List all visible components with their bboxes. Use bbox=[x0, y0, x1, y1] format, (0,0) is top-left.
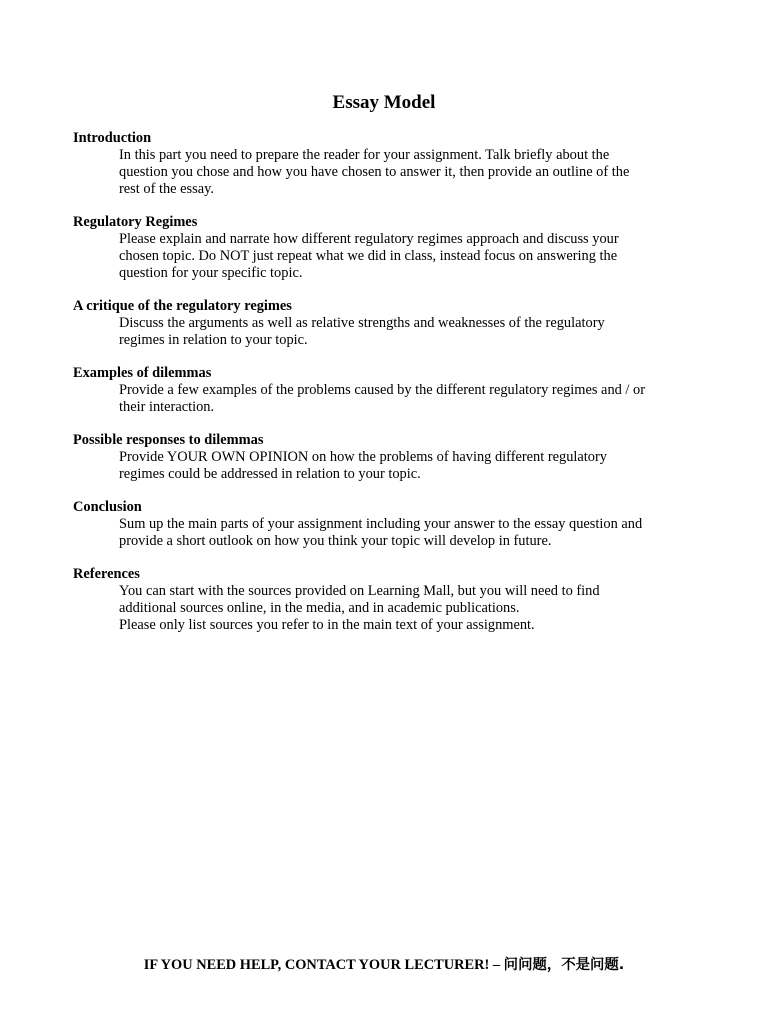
body-line: chosen topic. Do NOT just repeat what we did in class, instead focus on answering the bbox=[119, 248, 618, 264]
section-heading: Regulatory Regimes bbox=[73, 214, 198, 230]
section-heading: Conclusion bbox=[73, 499, 142, 515]
section-critique bbox=[73, 298, 703, 349]
body-line: Provide YOUR OWN OPINION on how the problems of having different regulatory bbox=[119, 449, 607, 465]
body-line: Please only list sources you refer to in the main text of your assignment. bbox=[119, 617, 535, 633]
body-line: rest of the essay. bbox=[119, 181, 214, 197]
section-regulatory-regimes bbox=[73, 214, 703, 282]
body-line: provide a short outlook on how you think your topic will develop in future. bbox=[119, 533, 552, 549]
footer-cjk-text: 问问题，不是问题. bbox=[503, 957, 625, 973]
body-line: You can start with the sources provided on Learning Mall, but you will need to find bbox=[119, 583, 600, 599]
body-line: In this part you need to prepare the reader for your assignment. Talk briefly about the bbox=[119, 147, 610, 163]
body-line: Sum up the main parts of your assignment including your answer to the essay question and bbox=[119, 516, 643, 532]
section-heading: Introduction bbox=[73, 130, 152, 146]
body-line: their interaction. bbox=[119, 399, 215, 415]
section-introduction bbox=[73, 130, 703, 198]
section-heading: A critique of the regulatory regimes bbox=[73, 298, 292, 314]
section-body bbox=[119, 449, 703, 483]
body-line: Please explain and narrate how different regulatory regimes approach and discuss your bbox=[119, 231, 619, 247]
section-list bbox=[73, 130, 703, 650]
section-body bbox=[119, 147, 703, 198]
body-line: regimes could be addressed in relation to your topic. bbox=[119, 466, 421, 482]
help-footer bbox=[0, 956, 768, 974]
section-possible-responses bbox=[73, 432, 703, 483]
section-body bbox=[119, 583, 703, 634]
section-conclusion bbox=[73, 499, 703, 550]
document-title: Essay Model bbox=[332, 92, 436, 113]
section-examples-of-dilemmas bbox=[73, 365, 703, 416]
section-body bbox=[119, 315, 703, 349]
section-body bbox=[119, 516, 703, 550]
section-heading: Possible responses to dilemmas bbox=[73, 432, 264, 448]
body-line: regimes in relation to your topic. bbox=[119, 332, 308, 348]
section-body bbox=[119, 231, 703, 282]
footer-text: IF YOU NEED HELP, CONTACT YOUR LECTURER! – bbox=[143, 957, 504, 973]
section-body bbox=[119, 382, 703, 416]
section-heading: Examples of dilemmas bbox=[73, 365, 212, 381]
body-line: Provide a few examples of the problems caused by the different regulatory regimes and / or bbox=[119, 382, 646, 398]
section-references bbox=[73, 566, 703, 634]
body-line: question for your specific topic. bbox=[119, 265, 303, 281]
section-heading: References bbox=[73, 566, 140, 582]
body-line: question you chose and how you have chosen to answer it, then provide an outline of the bbox=[119, 164, 630, 180]
body-line: additional sources online, in the media, and in academic publications. bbox=[119, 600, 520, 616]
body-line: Discuss the arguments as well as relative strengths and weaknesses of the regulatory bbox=[119, 315, 605, 331]
